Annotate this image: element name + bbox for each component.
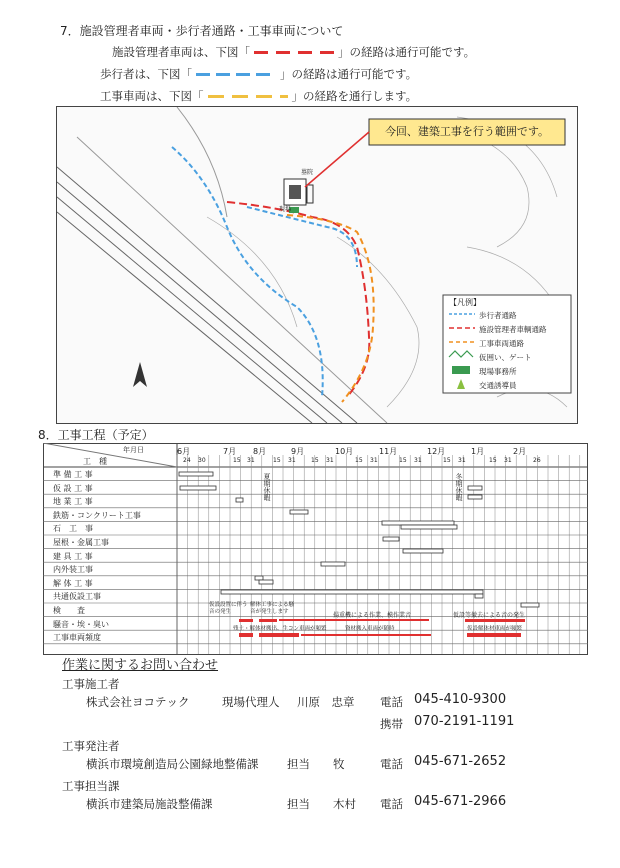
supervisor-tel: 045-671-2966	[414, 794, 507, 809]
legend-admin: 施設管理者車輌通路	[479, 325, 547, 334]
day-label: 15	[273, 457, 281, 464]
contact-title: 作業に関するお問い合わせ	[62, 658, 219, 673]
pedestrian-route-pre: 歩行者は、下図「	[100, 67, 192, 81]
day-label: 15	[311, 457, 319, 464]
day-label: 31	[326, 457, 334, 464]
builder-tel: 045-410-9300	[414, 692, 507, 707]
note-setup-noise: 仮設設置に伴う音の発生	[209, 602, 248, 615]
month-label: 6月	[177, 447, 191, 456]
task-label: 内外装工事	[53, 565, 93, 575]
summer-break: 夏期休暇	[263, 473, 271, 501]
section8-title: 8．工事工程（予定）	[38, 428, 154, 442]
builder-mobile: 070-2191-1191	[414, 714, 515, 729]
work-area-callout: 今回、建築工事を行う範囲です。	[384, 125, 550, 138]
day-label: 15	[443, 457, 451, 464]
day-label: 31	[504, 457, 512, 464]
builder-tel-label: 電話	[380, 695, 403, 709]
month-label: 12月	[427, 447, 446, 456]
task-label: 仮 設 工 事	[53, 483, 93, 493]
task-label: 検 査	[53, 606, 85, 615]
admin-route-pre: 施設管理者車両は、下図「	[112, 45, 250, 59]
pedestrian-route-swatch	[196, 73, 276, 76]
construction-route-swatch	[208, 95, 288, 98]
task-label: 地 業 工 事	[53, 497, 93, 507]
task-label: 共通仮設工事	[53, 592, 101, 602]
header-type: 工 種	[83, 457, 107, 466]
schedule-chart	[43, 443, 588, 655]
admin-route-line	[112, 44, 475, 60]
owner-tel: 045-671-2652	[414, 754, 507, 769]
construction-route-line	[100, 88, 417, 104]
note-dismantle-trucks: 仮設解体材車両が頻繁	[467, 626, 523, 632]
note-materials: 資材搬入車両が随時	[345, 626, 395, 632]
admin-route-post: 」の経路は通行可能です。	[338, 45, 476, 59]
month-label: 2月	[513, 447, 527, 456]
day-label: 26	[533, 457, 541, 464]
construction-route-pre: 工事車両は、下図「	[100, 89, 204, 103]
construction-route-post: 」の経路を通行します。	[291, 89, 418, 103]
note-crane-work: 揚重機による作業、模作業音	[333, 612, 412, 619]
section7-title: 7．施設管理者車両・歩行者通路・工事車両について	[60, 24, 344, 38]
supervisor-dept: 横浜市建築局施設整備課	[86, 797, 213, 811]
task-label: 建 具 工 事	[53, 551, 93, 561]
day-label: 15	[489, 457, 497, 464]
legend-guard: 交通誘導員	[479, 381, 517, 390]
builder-company: 株式会社ヨコテック	[86, 695, 190, 709]
legend-fence: 仮囲い、ゲート	[479, 353, 532, 362]
owner-charge-label: 担当	[287, 757, 310, 771]
supervisor-person: 木村	[333, 797, 356, 811]
task-label: 工事車両頻度	[53, 633, 101, 643]
month-label: 8月	[253, 447, 267, 456]
supervisor-charge-label: 担当	[287, 797, 310, 811]
day-label: 31	[458, 457, 466, 464]
month-label: 9月	[291, 447, 305, 456]
legend-title: 【凡例】	[449, 298, 481, 307]
owner-person: 牧	[333, 757, 345, 771]
legend-office: 現場事務所	[479, 367, 517, 376]
owner-label: 工事発注者	[62, 739, 120, 753]
legend-list	[479, 309, 547, 393]
winter-break: 冬期休暇	[455, 473, 463, 501]
day-label: 31	[247, 457, 255, 464]
header-ymd: 年月日	[123, 446, 144, 454]
supervisor-label: 工事担当課	[62, 779, 120, 793]
task-label: 騒音・埃・臭い	[53, 619, 109, 629]
owner-dept: 横浜市環境創造局公園緑地整備課	[86, 757, 259, 771]
month-label: 11月	[379, 447, 398, 456]
pedestrian-route-line	[100, 66, 417, 82]
day-label: 24	[183, 457, 191, 464]
owner-tel-label: 電話	[380, 757, 403, 771]
day-label: 31	[414, 457, 422, 464]
note-removal-noise: 仮設等撤去による音の発生	[453, 612, 526, 619]
task-label: 準 備 工 事	[53, 470, 93, 479]
day-label: 31	[288, 457, 296, 464]
task-label: 屋根・金属工事	[53, 538, 109, 547]
admin-route-swatch	[254, 51, 334, 54]
pedestrian-route-post: 」の経路は通行可能です。	[280, 67, 418, 81]
task-label: 解 体 工 事	[53, 578, 93, 588]
note-soil-removal: 残土・解体材搬出、生コン車両が頻繁	[233, 626, 327, 632]
day-label: 30	[198, 457, 206, 464]
site-map	[56, 106, 578, 424]
builder-role: 現場代理人	[222, 695, 280, 709]
builder-person: 川原 忠章	[297, 695, 355, 709]
legend-pedestrian: 歩行者通路	[479, 311, 517, 320]
builder-mobile-label: 携帯	[380, 717, 403, 731]
day-label: 31	[370, 457, 378, 464]
day-label: 15	[355, 457, 363, 464]
day-label: 15	[233, 457, 241, 464]
legend-construction: 工事車両通路	[479, 339, 524, 348]
site-label: 現場	[279, 206, 292, 213]
task-label: 鉄筋・コンクリート工事	[53, 510, 141, 520]
month-label: 10月	[335, 447, 354, 456]
supervisor-tel-label: 電話	[380, 797, 403, 811]
builder-label: 工事施工者	[62, 677, 120, 691]
month-label: 1月	[471, 447, 485, 456]
day-label: 15	[399, 457, 407, 464]
month-label: 7月	[223, 447, 237, 456]
building-label: 墓院	[301, 169, 314, 176]
task-label: 石 工 事	[53, 524, 93, 534]
note-demolition-noise: 解体工事による騒音が発生します	[250, 602, 295, 615]
